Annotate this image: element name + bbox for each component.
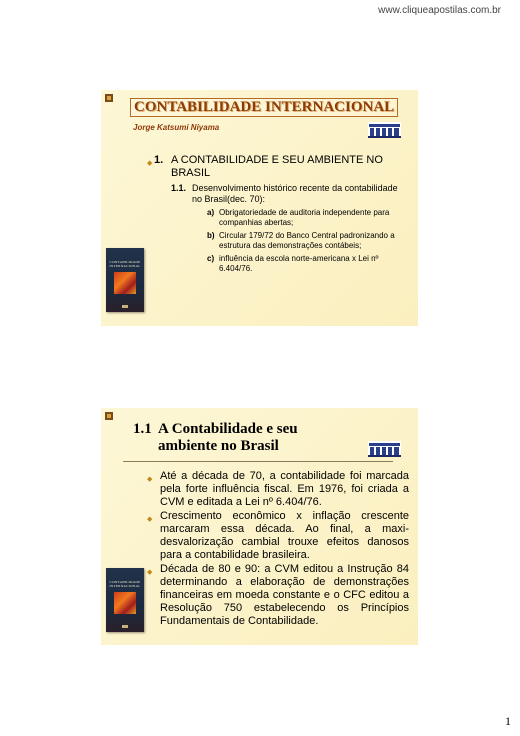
slide-title-line1: A Contabilidade e seu bbox=[158, 421, 298, 437]
title-divider bbox=[123, 461, 393, 462]
item-letter: a) bbox=[207, 208, 215, 217]
bullet-item bbox=[147, 470, 409, 509]
bullet-text: Crescimento econômico x inflação crescente marcaram essa década. Ao final, a maxi-desvalorização cambial trouxe efeitos danosos para a contabilidade brasileira. bbox=[160, 510, 409, 561]
university-logo-icon bbox=[368, 122, 401, 138]
book-title-line2: INTERNACIONAL bbox=[109, 584, 141, 588]
list-item bbox=[207, 231, 409, 251]
page-number: 1 bbox=[505, 714, 511, 728]
book-title-line2: INTERNACIONAL bbox=[109, 264, 141, 268]
bullet-text: Até a década de 70, a contabilidade foi marcada pela forte influência fiscal. Em 1976, foi criada a CVM e editada a Lei nº 6.404/76. bbox=[160, 470, 409, 508]
slide-1 bbox=[101, 90, 418, 326]
item-text: Circular 179/72 do Banco Central padronizando a estrutura das demonstrações contábeis; bbox=[219, 231, 395, 250]
university-logo-icon bbox=[368, 441, 401, 457]
list-item bbox=[207, 254, 409, 274]
slide-marker-icon bbox=[104, 93, 114, 103]
main-topic-text: A CONTABILIDADE E SEU AMBIENTE NO BRASIL bbox=[171, 154, 383, 179]
slide-marker-icon bbox=[104, 411, 114, 421]
sub-topic-number: 1.1. bbox=[171, 183, 187, 193]
diamond-bullet-icon: ◆ bbox=[147, 516, 153, 523]
slide-2-body bbox=[147, 470, 409, 629]
main-topic bbox=[147, 154, 409, 180]
book-title-line1: CONTABILIDADE bbox=[109, 580, 141, 584]
bullet-item bbox=[147, 563, 409, 628]
slide-title: CONTABILIDADE INTERNACIONAL bbox=[130, 98, 398, 117]
author: Jorge Katsumi Niyama bbox=[133, 123, 220, 132]
sub-topic-text: Desenvolvimento histórico recente da contabilidade no Brasil(dec. 70): bbox=[192, 183, 398, 204]
diamond-bullet-icon: ◆ bbox=[147, 476, 153, 483]
book-cover-image bbox=[106, 568, 144, 632]
sub-items bbox=[147, 208, 409, 274]
diamond-bullet-icon: ◆ bbox=[147, 160, 153, 167]
slide-2 bbox=[101, 408, 418, 645]
header-url: www.cliqueapostilas.com.br bbox=[378, 5, 501, 16]
item-text: Obrigatoriedade de auditoria independente para companhias abertas; bbox=[219, 208, 390, 227]
book-title-line1: CONTABILIDADE bbox=[109, 260, 141, 264]
slide-title-line2: ambiente no Brasil bbox=[158, 438, 279, 454]
item-letter: c) bbox=[207, 254, 215, 263]
list-item bbox=[207, 208, 409, 228]
item-text: influência da escola norte-americana x Lei nº 6.404/76. bbox=[219, 254, 379, 273]
slide-title-number: 1.1 bbox=[133, 421, 152, 437]
slide-title bbox=[133, 421, 298, 455]
book-cover-image bbox=[106, 248, 144, 312]
sub-topic bbox=[147, 183, 409, 205]
diamond-bullet-icon: ◆ bbox=[147, 569, 153, 576]
main-topic-number: 1. bbox=[154, 154, 164, 166]
bullet-item bbox=[147, 510, 409, 562]
slide-1-body bbox=[147, 154, 409, 277]
item-letter: b) bbox=[207, 231, 215, 240]
bullet-text: Década de 80 e 90: a CVM editou a Instrução 84 determinando a elaboração de demonstrações financeiras em moeda constante e o CFC editou a Resolução 750 estabelecendo os Princípios Fundamentais de Contabilidade. bbox=[160, 563, 409, 627]
